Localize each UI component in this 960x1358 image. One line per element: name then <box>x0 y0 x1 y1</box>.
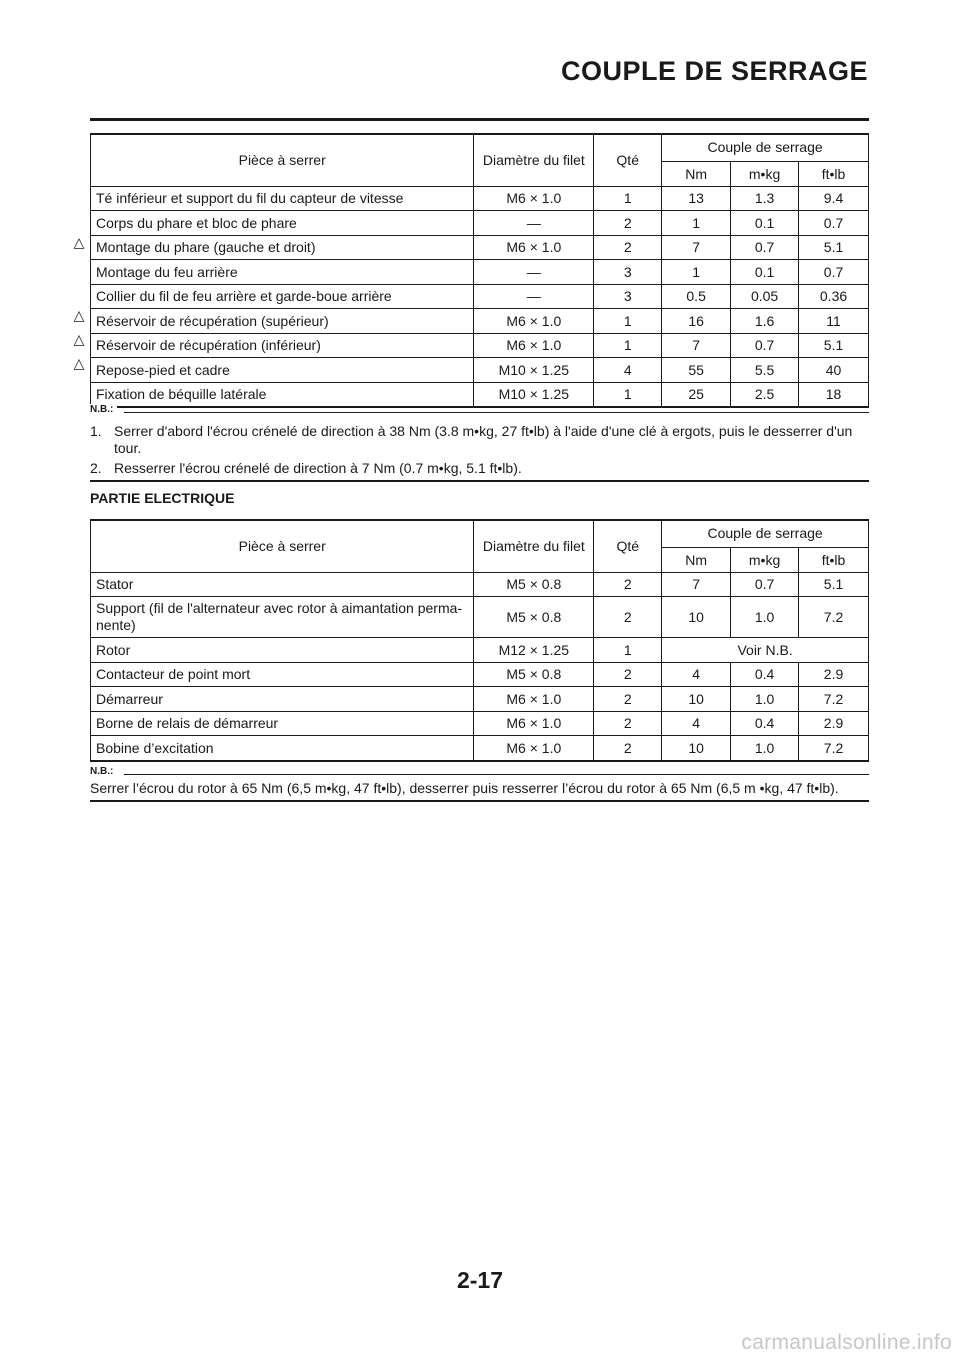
note-rule <box>124 412 869 413</box>
table-row <box>91 572 869 597</box>
cell-nm: 10 <box>662 736 731 761</box>
table-row <box>91 736 869 761</box>
cell-thread: M10 × 1.25 <box>474 358 594 383</box>
note-label: N.B.: <box>90 766 117 777</box>
cell-qty: 1 <box>594 333 662 358</box>
cell-ftlb: 7.2 <box>799 687 869 712</box>
cell-qty: 1 <box>594 186 662 211</box>
note-text: Serrer l’écrou du rotor à 65 Nm (6,5 m•kg, 47 ft•lb), desserrer puis resserrer l’écrou du rotor à 65 Nm (6,5 m •kg, 47 ft•lb). <box>90 780 839 796</box>
col-header-thread: Diamètre du filet <box>474 134 594 186</box>
table-row <box>91 260 869 285</box>
cell-thread: M6 × 1.0 <box>474 309 594 334</box>
cell-qty: 2 <box>594 687 662 712</box>
cell-qty: 2 <box>594 597 662 638</box>
cell-mkg: 1.6 <box>731 309 799 334</box>
note-list <box>90 423 869 480</box>
cell-ftlb: 5.1 <box>799 333 869 358</box>
revision-mark: △ <box>73 331 85 347</box>
cell-part: Corps du phare et bloc de phare <box>91 211 474 236</box>
cell-ftlb: 18 <box>799 382 869 407</box>
col-header-nm: Nm <box>662 548 731 573</box>
col-header-part: Pièce à serrer <box>91 520 474 572</box>
cell-thread: M5 × 0.8 <box>474 597 594 638</box>
torque-table-electrical <box>90 519 869 762</box>
cell-mkg: 0.7 <box>731 235 799 260</box>
col-header-mkg: m•kg <box>731 548 799 573</box>
cell-part: Réservoir de récupération (supérieur) <box>91 309 474 334</box>
table-row <box>91 186 869 211</box>
note-end-rule <box>90 800 869 802</box>
table-row <box>91 687 869 712</box>
cell-qty: 1 <box>594 382 662 407</box>
cell-part: Réservoir de récupération (inférieur) <box>91 333 474 358</box>
cell-ftlb: 2.9 <box>799 711 869 736</box>
revision-mark: △ <box>73 234 85 250</box>
watermark: carmanualsonline.info <box>741 1331 952 1354</box>
table-row <box>91 309 869 334</box>
cell-part: Té inférieur et support du fil du capteur de vitesse <box>91 186 474 211</box>
cell-nm: 4 <box>662 662 731 687</box>
table-row <box>91 638 869 663</box>
title-rule <box>90 118 869 121</box>
cell-nm: 10 <box>662 597 731 638</box>
cell-thread: M6 × 1.0 <box>474 333 594 358</box>
cell-part: Rotor <box>91 638 474 663</box>
cell-mkg: 0.4 <box>731 711 799 736</box>
table-row <box>91 358 869 383</box>
cell-thread: M6 × 1.0 <box>474 235 594 260</box>
note-rule <box>124 774 869 775</box>
cell-thread: — <box>474 260 594 285</box>
cell-ftlb: 0.7 <box>799 211 869 236</box>
list-item <box>90 423 869 457</box>
torque-table-chassis <box>90 133 869 408</box>
cell-see-note: Voir N.B. <box>662 638 869 663</box>
cell-thread: M6 × 1.0 <box>474 687 594 712</box>
cell-qty: 3 <box>594 284 662 309</box>
cell-qty: 3 <box>594 260 662 285</box>
table-row <box>91 597 869 638</box>
cell-qty: 1 <box>594 638 662 663</box>
cell-part: Repose-pied et cadre <box>91 358 474 383</box>
cell-qty: 2 <box>594 662 662 687</box>
cell-mkg: 0.05 <box>731 284 799 309</box>
cell-qty: 2 <box>594 235 662 260</box>
cell-mkg: 2.5 <box>731 382 799 407</box>
table-row <box>91 211 869 236</box>
cell-thread: M5 × 0.8 <box>474 662 594 687</box>
cell-nm: 25 <box>662 382 731 407</box>
note-label: N.B.: <box>90 404 117 415</box>
cell-qty: 1 <box>594 309 662 334</box>
cell-qty: 2 <box>594 711 662 736</box>
cell-thread: — <box>474 284 594 309</box>
cell-part: Contacteur de point mort <box>91 662 474 687</box>
note-end-rule <box>90 480 869 482</box>
cell-mkg: 0.1 <box>731 260 799 285</box>
cell-mkg: 0.7 <box>731 333 799 358</box>
cell-thread: M10 × 1.25 <box>474 382 594 407</box>
cell-nm: 16 <box>662 309 731 334</box>
cell-ftlb: 11 <box>799 309 869 334</box>
cell-qty: 4 <box>594 358 662 383</box>
note-item-number: 1. <box>90 423 102 439</box>
cell-nm: 7 <box>662 572 731 597</box>
cell-thread: M6 × 1.0 <box>474 186 594 211</box>
cell-ftlb: 7.2 <box>799 597 869 638</box>
cell-mkg: 1.3 <box>731 186 799 211</box>
cell-part: Montage du phare (gauche et droit) <box>91 235 474 260</box>
col-header-part: Pièce à serrer <box>91 134 474 186</box>
note-header <box>90 766 869 780</box>
cell-nm: 55 <box>662 358 731 383</box>
cell-mkg: 1.0 <box>731 687 799 712</box>
cell-mkg: 0.4 <box>731 662 799 687</box>
cell-part: Montage du feu arrière <box>91 260 474 285</box>
cell-mkg: 1.0 <box>731 736 799 761</box>
note-item-number: 2. <box>90 460 102 476</box>
cell-part: Bobine d’excitation <box>91 736 474 761</box>
cell-nm: 1 <box>662 211 731 236</box>
table-row <box>91 235 869 260</box>
cell-ftlb: 7.2 <box>799 736 869 761</box>
cell-mkg: 5.5 <box>731 358 799 383</box>
col-header-qty: Qté <box>594 520 662 572</box>
cell-mkg: 0.1 <box>731 211 799 236</box>
cell-nm: 13 <box>662 186 731 211</box>
cell-ftlb: 5.1 <box>799 235 869 260</box>
cell-thread: M5 × 0.8 <box>474 572 594 597</box>
cell-part: Support (fil de l'alternateur avec rotor à aimantation perma-nente) <box>91 597 474 638</box>
cell-nm: 10 <box>662 687 731 712</box>
cell-part: Borne de relais de démarreur <box>91 711 474 736</box>
col-header-qty: Qté <box>594 134 662 186</box>
cell-ftlb: 9.4 <box>799 186 869 211</box>
cell-nm: 4 <box>662 711 731 736</box>
cell-part: Collier du fil de feu arrière et garde-boue arrière <box>91 284 474 309</box>
note-item-text: Serrer d'abord l'écrou crénelé de direction à 38 Nm (3.8 m•kg, 27 ft•lb) à l'aide d'une clé à ergots, puis le desserrer d'un tour. <box>114 423 853 456</box>
cell-part: Démarreur <box>91 687 474 712</box>
cell-nm: 1 <box>662 260 731 285</box>
col-header-thread: Diamètre du filet <box>474 520 594 572</box>
col-header-ftlb: ft•lb <box>799 548 869 573</box>
table-row <box>91 284 869 309</box>
col-header-torque: Couple de serrage <box>662 134 869 162</box>
cell-nm: 7 <box>662 235 731 260</box>
revision-mark: △ <box>73 355 85 371</box>
page-title: COUPLE DE SERRAGE <box>560 56 868 86</box>
col-header-ftlb: ft•lb <box>799 162 869 187</box>
cell-mkg: 1.0 <box>731 597 799 638</box>
cell-ftlb: 2.9 <box>799 662 869 687</box>
col-header-torque: Couple de serrage <box>662 520 869 548</box>
cell-qty: 2 <box>594 211 662 236</box>
col-header-mkg: m•kg <box>731 162 799 187</box>
cell-ftlb: 0.36 <box>799 284 869 309</box>
cell-qty: 2 <box>594 736 662 761</box>
cell-nm: 0.5 <box>662 284 731 309</box>
cell-qty: 2 <box>594 572 662 597</box>
cell-thread: M6 × 1.0 <box>474 736 594 761</box>
cell-mkg: 0.7 <box>731 572 799 597</box>
col-header-nm: Nm <box>662 162 731 187</box>
table-row <box>91 711 869 736</box>
table-row <box>91 333 869 358</box>
cell-thread: — <box>474 211 594 236</box>
cell-nm: 7 <box>662 333 731 358</box>
revision-mark: △ <box>73 307 85 323</box>
note-item-text: Resserrer l'écrou crénelé de direction à 7 Nm (0.7 m•kg, 5.1 ft•lb). <box>114 460 522 476</box>
table-row <box>91 662 869 687</box>
cell-thread: M6 × 1.0 <box>474 711 594 736</box>
cell-part: Stator <box>91 572 474 597</box>
list-item <box>90 460 869 477</box>
cell-ftlb: 5.1 <box>799 572 869 597</box>
cell-ftlb: 0.7 <box>799 260 869 285</box>
note-header <box>90 404 869 418</box>
section-heading: PARTIE ELECTRIQUE <box>90 490 235 506</box>
cell-thread: M12 × 1.25 <box>474 638 594 663</box>
cell-ftlb: 40 <box>799 358 869 383</box>
cell-part: Fixation de béquille latérale <box>91 382 474 407</box>
page-number: 2-17 <box>456 1267 504 1293</box>
